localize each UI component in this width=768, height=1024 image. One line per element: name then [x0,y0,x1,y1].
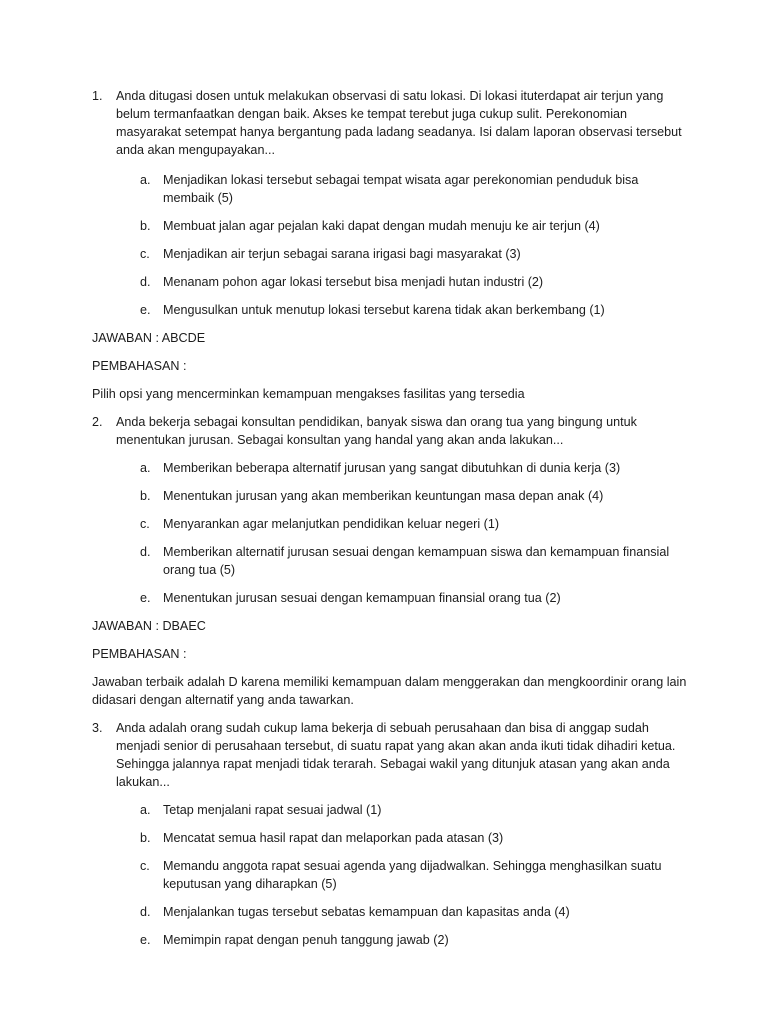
option-text: Mengusulkan untuk menutup lokasi tersebut karena tidak akan berkembang (1) [163,303,605,317]
option-letter: b. [140,831,151,845]
option-text: Memberikan alternatif jurusan sesuai dengan kemampuan siswa dan kemampuan finansial orang tua (5) [163,545,670,577]
option-text: Memimpin rapat dengan penuh tanggung jawab (2) [163,933,449,947]
option-letter: c. [140,247,150,261]
option-a [0,801,768,819]
question-number: 3. [92,721,103,735]
option-e [0,301,768,319]
option-letter: c. [140,859,150,873]
option-text: Menyarankan agar melanjutkan pendidikan keluar negeri (1) [163,517,500,531]
option-c [0,515,768,533]
option-letter: e. [140,303,151,317]
option-letter: d. [140,545,151,559]
question-3 [0,719,768,791]
answer-key: JAWABAN : DBAEC [92,619,206,633]
option-text: Mencatat semua hasil rapat dan melaporkan pada atasan (3) [163,831,504,845]
option-text: Menjalankan tugas tersebut sebatas kemampuan dan kapasitas anda (4) [163,905,570,919]
discussion-label: PEMBAHASAN : [92,647,187,661]
question-2 [0,413,768,449]
option-letter: e. [140,591,151,605]
option-d [0,903,768,921]
question-1 [0,87,768,159]
option-a [0,459,768,477]
discussion-text: Jawaban terbaik adalah D karena memiliki kemampuan dalam menggerakan dan mengkoordinir orang lain didasari dengan alternatif yang anda tawarkan. [92,675,687,707]
discussion-label: PEMBAHASAN : [92,359,187,373]
option-d [0,273,768,291]
question-number: 2. [92,415,103,429]
option-text: Menentukan jurusan sesuai dengan kemampuan finansial orang tua (2) [163,591,561,605]
question-number: 1. [92,89,103,103]
option-letter: b. [140,219,151,233]
option-letter: d. [140,905,151,919]
option-text: Memberikan beberapa alternatif jurusan yang sangat dibutuhkan di dunia kerja (3) [163,461,621,475]
option-a [0,171,768,207]
option-text: Memandu anggota rapat sesuai agenda yang dijadwalkan. Sehingga menghasilkan suatu keputusan yang diharapkan (5) [163,859,662,891]
option-b [0,217,768,235]
option-letter: b. [140,489,151,503]
option-text: Tetap menjalani rapat sesuai jadwal (1) [163,803,382,817]
option-letter: a. [140,173,151,187]
option-d [0,543,768,579]
options-list [0,801,768,949]
answer-key: JAWABAN : ABCDE [92,331,206,345]
option-text: Menjadikan air terjun sebagai sarana irigasi bagi masyarakat (3) [163,247,521,261]
option-text: Menanam pohon agar lokasi tersebut bisa menjadi hutan industri (2) [163,275,544,289]
question-text: Anda bekerja sebagai konsultan pendidikan, banyak siswa dan orang tua yang bingung untuk menentukan jurusan. Sebagai konsultan yang handal yang akan anda lakukan... [116,415,637,447]
option-b [0,487,768,505]
option-c [0,245,768,263]
option-b [0,829,768,847]
option-letter: e. [140,933,151,947]
option-letter: a. [140,461,151,475]
question-text: Anda adalah orang sudah cukup lama bekerja di sebuah perusahaan dan bisa di anggap sudah menjadi senior di perusahaan tersebut, di suatu rapat yang akan akan anda ikuti tidak dihadiri ketua. Sehingga jalannya rapat menjadi tidak terarah. Sebagai wakil yang ditunjuk atasan yang akan anda lakukan... [116,721,676,789]
options-list [0,459,768,607]
option-e [0,589,768,607]
option-text: Menentukan jurusan yang akan memberikan keuntungan masa depan anak (4) [163,489,604,503]
option-letter: a. [140,803,151,817]
option-c [0,857,768,893]
discussion-text: Pilih opsi yang mencerminkan kemampuan mengakses fasilitas yang tersedia [92,387,525,401]
option-letter: c. [140,517,150,531]
options-list [0,171,768,319]
option-text: Menjadikan lokasi tersebut sebagai tempat wisata agar perekonomian penduduk bisa membaik (5) [163,173,639,205]
question-text: Anda ditugasi dosen untuk melakukan observasi di satu lokasi. Di lokasi ituterdapat air terjun yang belum termanfaatkan dengan baik. Akses ke tempat terebut juga cukup sulit. Perekonomian masyarakat setempat hanya bergantung pada ladang seadanya. Isi dalam laporan observasi tersebut anda akan mengupayakan... [116,89,682,157]
option-e [0,931,768,949]
option-letter: d. [140,275,151,289]
option-text: Membuat jalan agar pejalan kaki dapat dengan mudah menuju ke air terjun (4) [163,219,600,233]
